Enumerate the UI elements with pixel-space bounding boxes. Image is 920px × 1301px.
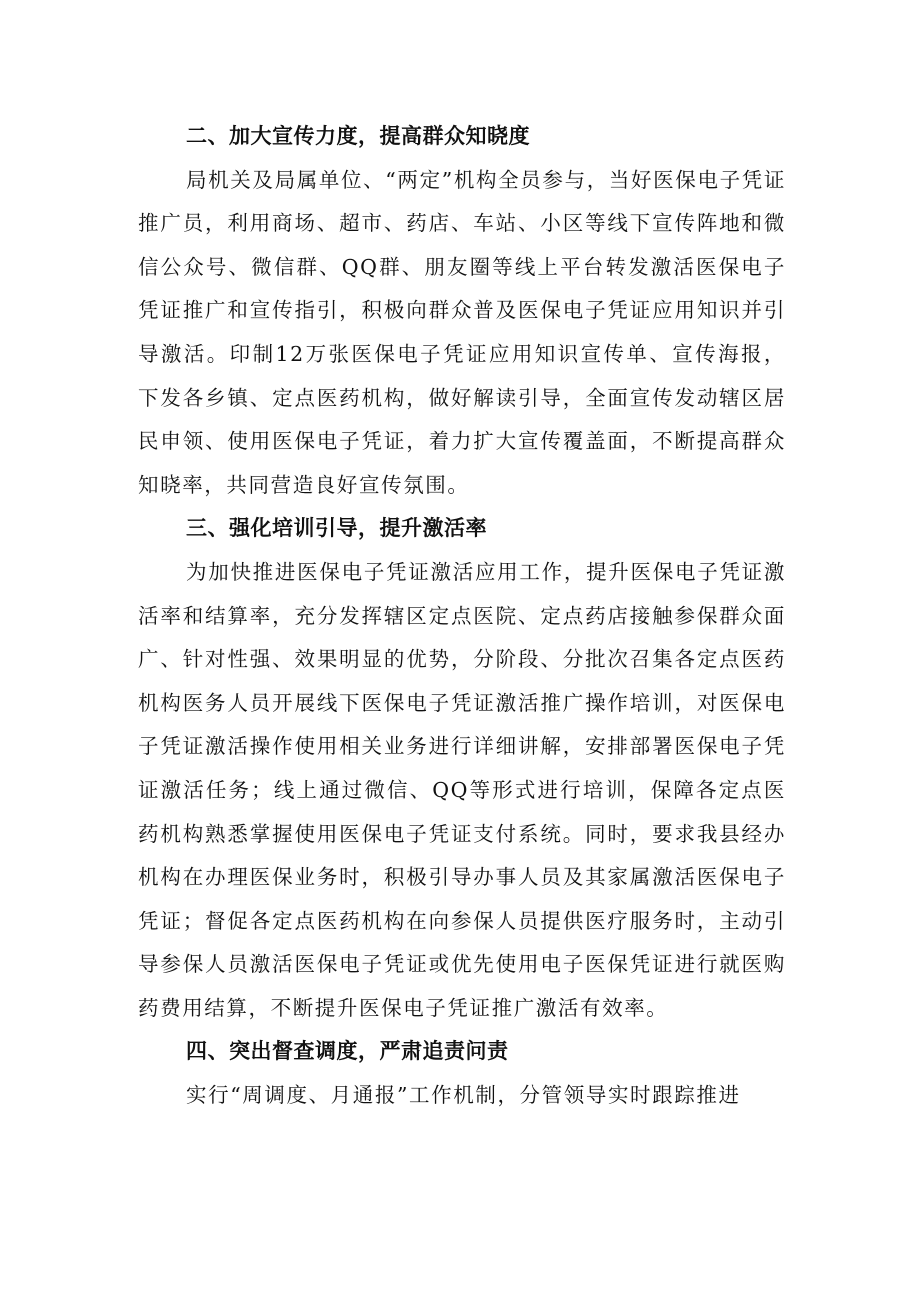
section-heading-supervision: 四、突出督查调度，严肃追责问责: [186, 1039, 509, 1064]
document-page: [138, 115, 786, 1118]
section-body-supervision: 实行“周调度、月通报”工作机制，分管领导实时跟踪推进: [186, 1083, 741, 1108]
section-heading-publicity: 二、加大宣传力度，提高群众知晓度: [186, 124, 530, 148]
section-body-training: 为加快推进医保电子凭证激活应用工作，提升医保电子凭证激活率和结算率，充分发挥辖区定点医院、定点药店接触参保群众面广、针对性强、效果明显的优势，分阶段、分批次召集各定点医药机构医务人员开展线下医保电子凭证激活推广操作培训，对医保电子凭证激活操作使用相关业务进行详细讲解，安排部署医保电子凭证激活任务；线上通过微信、QQ等形式进行培训，保障各定点医药机构熟悉掌握使用医保电子凭证支付系统。同时，要求我县经办机构在办理医保业务时，积极引导办事人员及其家属激活医保电子凭证；督促各定点医药机构在向参保人员提供医疗服务时，主动引导参保人员激活医保电子凭证或优先使用电子医保凭证进行就医购药费用结算，不断提升医保电子凭证推广激活有效率。: [138, 559, 786, 1020]
section-heading-training: 三、强化培训引导，提升激活率: [186, 516, 487, 541]
section-body-publicity: 局机关及局属单位、“两定”机构全员参与，当好医保电子凭证推广员，利用商场、超市、药店、车站、小区等线下宣传阵地和微信公众号、微信群、QQ群、朋友圈等线上平台转发激活医保电子凭证推广和宣传指引，积极向群众普及医保电子凭证应用知识并引导激活。印制12万张医保电子凭证应用知识宣传单、宣传海报，下发各乡镇、定点医药机构，做好解读引导，全面宣传发动辖区居民申领、使用医保电子凭证，着力扩大宣传覆盖面，不断提高群众知晓率，共同营造良好宣传氛围。: [138, 167, 786, 497]
